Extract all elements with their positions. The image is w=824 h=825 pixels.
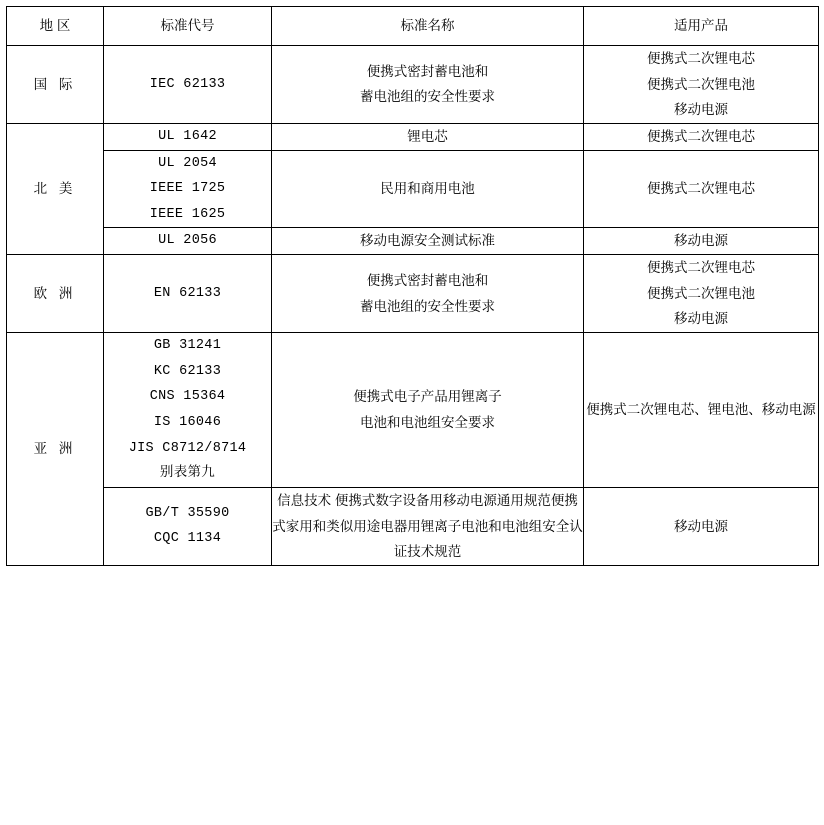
name-line: 蓄电池组的安全性要求 <box>360 89 495 105</box>
code-cell <box>104 255 272 333</box>
name-line: 蓄电池组的安全性要求 <box>360 298 495 314</box>
code-cell <box>104 150 272 228</box>
name-line: 电池和电池组安全要求 <box>360 414 495 430</box>
code-cell <box>104 123 272 150</box>
product-line: 便携式二次锂电池 <box>647 76 755 92</box>
name-line: 锂电芯 <box>407 128 448 144</box>
product-cell <box>584 46 819 124</box>
table-row <box>7 46 819 124</box>
product-cell <box>584 255 819 333</box>
region-cell: 北 美 <box>7 123 104 254</box>
table-row <box>7 333 819 488</box>
code-line: IS 16046 <box>153 414 222 430</box>
name-cell <box>272 123 584 150</box>
code-line: UL 2054 <box>158 155 217 171</box>
name-cell <box>272 333 584 488</box>
name-cell <box>272 255 584 333</box>
product-line: 移动电源 <box>674 311 728 327</box>
code-line: IEEE 1625 <box>149 206 226 222</box>
name-cell: 信息技术 便携式数字设备用移动电源通用规范便携式家用和类似用途电器用锂离子电池和电池组安全认证技术规范 <box>272 487 584 565</box>
product-cell <box>584 228 819 255</box>
product-line: 移动电源 <box>674 518 728 534</box>
product-cell <box>584 487 819 565</box>
name-line: 便携式密封蓄电池和 <box>366 63 489 79</box>
name-line: 便携式密封蓄电池和 <box>366 272 489 288</box>
product-cell <box>584 150 819 228</box>
table-header-row <box>7 7 819 46</box>
product-line: 便携式二次锂电池 <box>647 285 755 301</box>
code-line: UL 1642 <box>158 128 217 144</box>
standards-table <box>6 6 819 566</box>
name-cell <box>272 228 584 255</box>
product-line: 移动电源 <box>674 233 728 249</box>
product-line: 便携式二次锂电芯 <box>647 128 755 144</box>
product-cell: 便携式二次锂电芯、锂电池、移动电源 <box>584 333 819 488</box>
name-cell <box>272 150 584 228</box>
region-cell: 欧 洲 <box>7 255 104 333</box>
header-region: 地 区 <box>7 7 104 46</box>
name-line: 民用和商用电池 <box>380 181 475 197</box>
header-product: 适用产品 <box>584 7 819 46</box>
code-line: 别表第九 <box>159 466 216 482</box>
product-line: 便携式二次锂电芯 <box>647 51 755 66</box>
product-line: 移动电源 <box>674 102 728 118</box>
table-row <box>7 150 819 228</box>
product-line: 便携式二次锂电芯 <box>647 260 755 276</box>
code-line: GB 31241 <box>153 338 222 354</box>
name-cell <box>272 46 584 124</box>
name-line: 移动电源安全测试标准 <box>360 233 495 249</box>
region-cell: 亚 洲 <box>7 333 104 566</box>
code-line: GB/T 35590 <box>145 505 230 521</box>
code-cell <box>104 46 272 124</box>
code-line: CNS 15364 <box>149 389 226 405</box>
header-code: 标准代号 <box>104 7 272 46</box>
code-line: CQC 1134 <box>153 531 222 547</box>
code-line: IEC 62133 <box>149 76 226 92</box>
product-cell <box>584 123 819 150</box>
code-line: JIS C8712/8714 <box>128 440 247 456</box>
name-line: 便携式电子产品用锂离子 <box>353 389 502 405</box>
code-line: EN 62133 <box>153 285 222 301</box>
code-line: UL 2056 <box>158 233 217 249</box>
product-line: 便携式二次锂电芯 <box>647 181 755 197</box>
table-row <box>7 255 819 333</box>
code-line: KC 62133 <box>153 363 222 379</box>
table-row <box>7 228 819 255</box>
code-cell <box>104 333 272 488</box>
code-line: IEEE 1725 <box>149 181 226 197</box>
code-cell <box>104 228 272 255</box>
region-cell: 国 际 <box>7 46 104 124</box>
code-cell <box>104 487 272 565</box>
table-row <box>7 123 819 150</box>
header-name: 标准名称 <box>272 7 584 46</box>
table-row <box>7 487 819 565</box>
